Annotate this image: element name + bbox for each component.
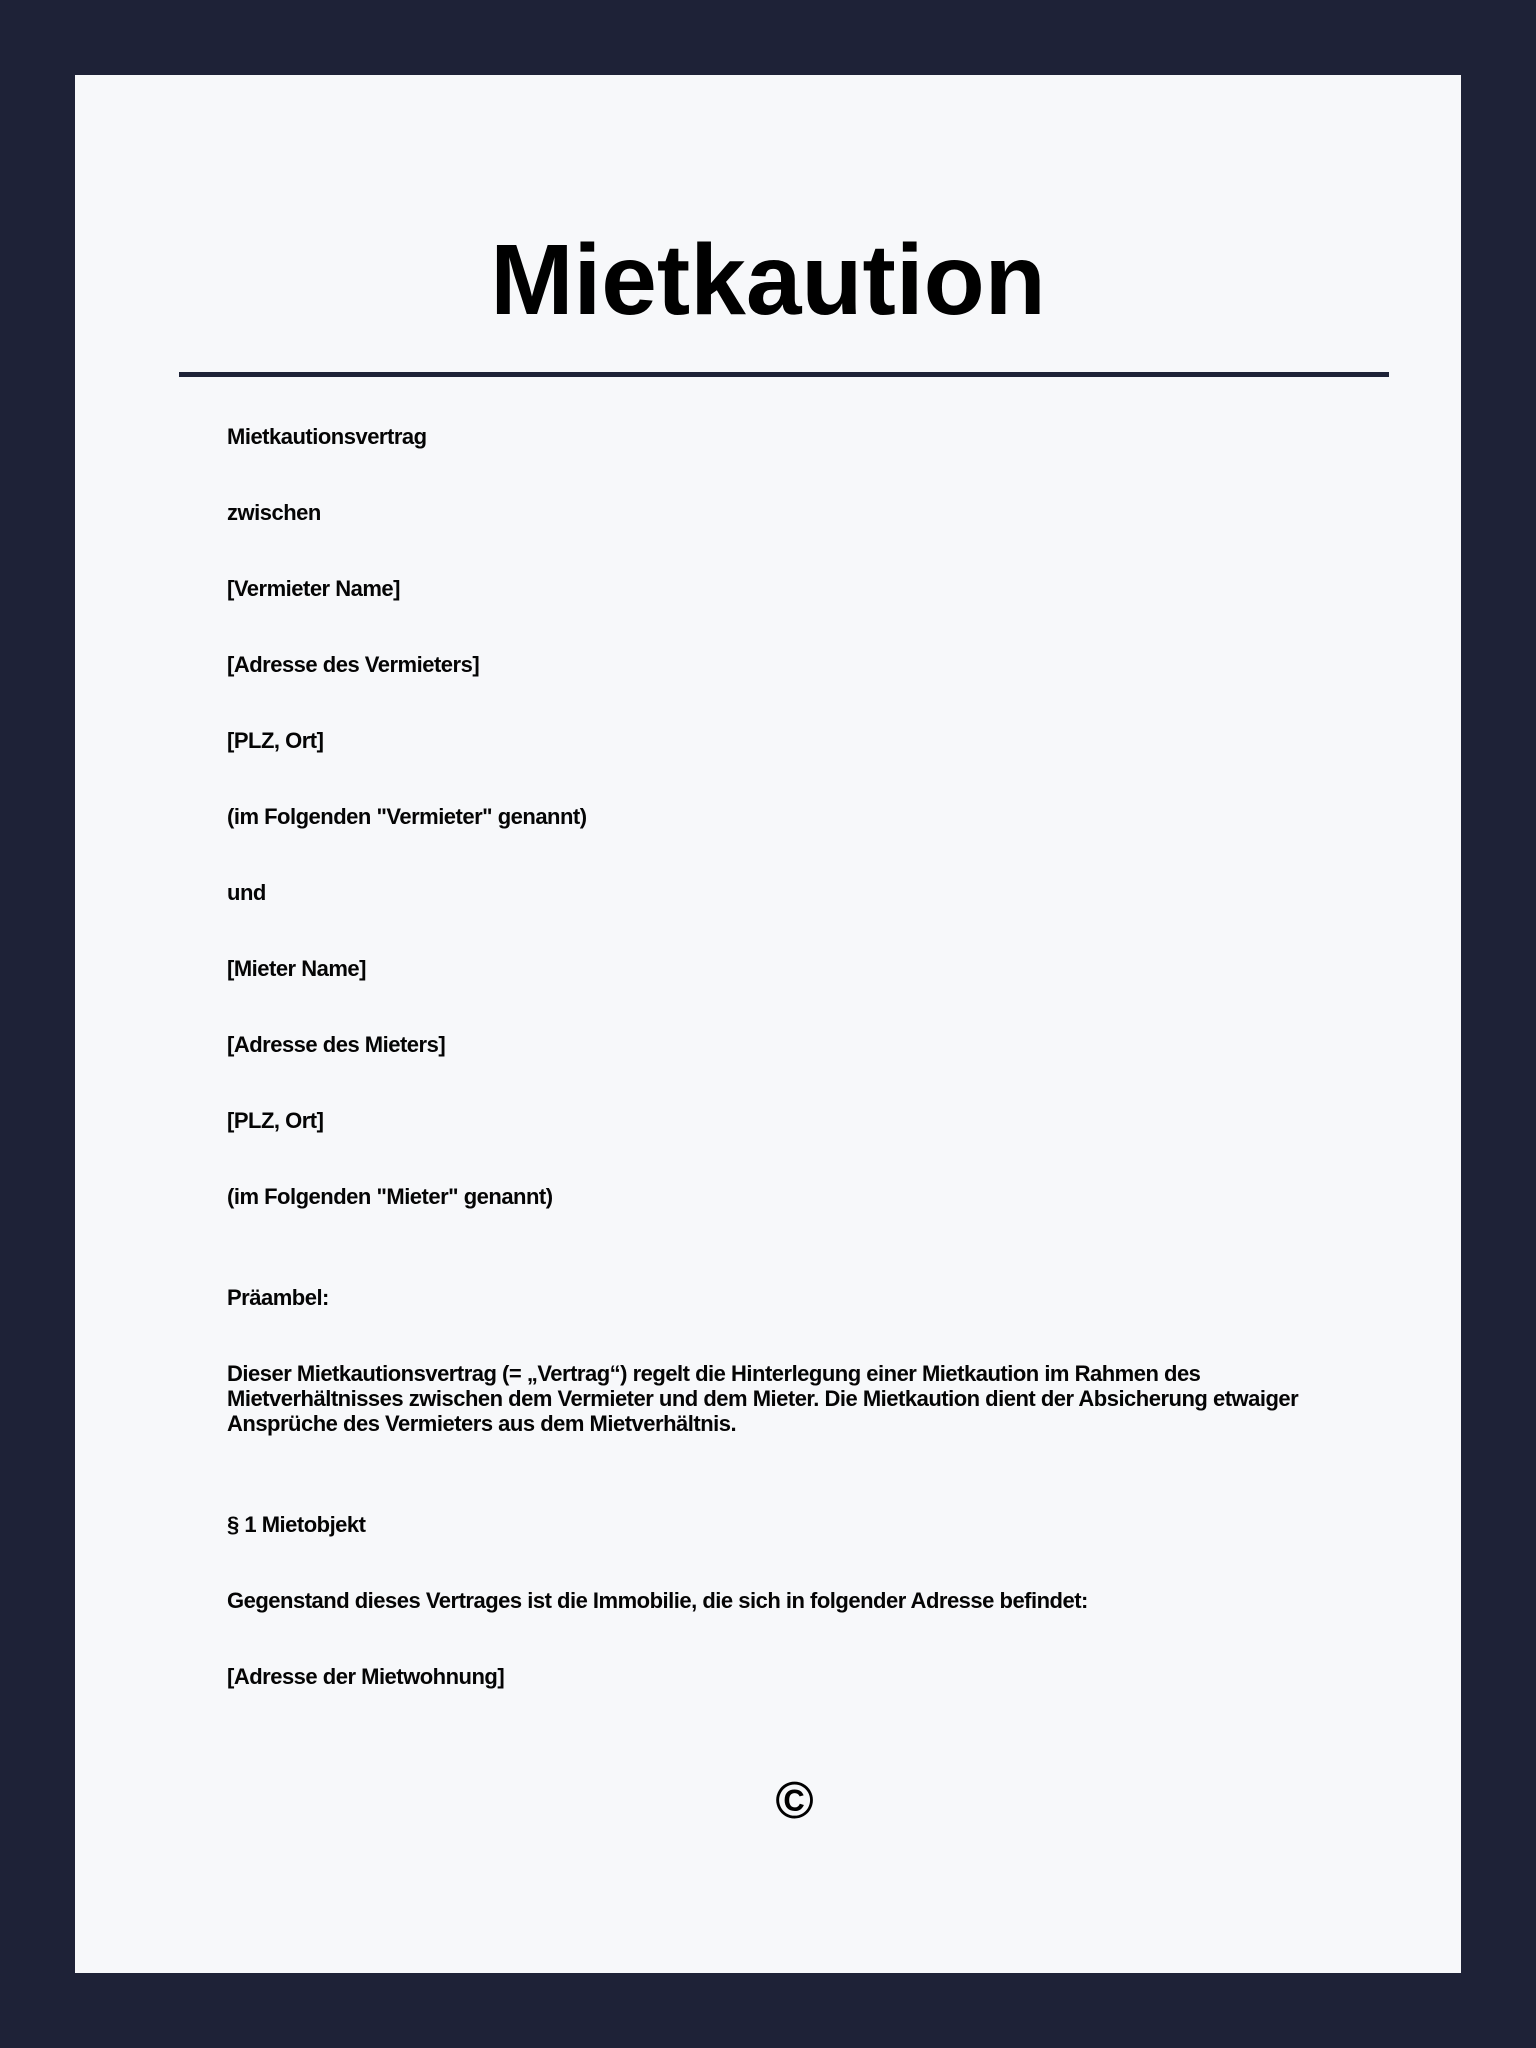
title-divider xyxy=(179,372,1389,377)
page-title: Mietkaution xyxy=(490,224,1046,336)
paragraph-landlord-name-placeholder: [Vermieter Name] xyxy=(227,576,400,601)
paragraph-contract-type: Mietkautionsvertrag xyxy=(227,424,427,449)
paragraph-tenant-name-placeholder: [Mieter Name] xyxy=(227,956,366,981)
paragraph-and: und xyxy=(227,880,266,905)
paragraph-mietobjekt-text: Gegenstand dieses Vertrages ist die Immobilie, die sich in folgender Adresse befindet: xyxy=(227,1588,1088,1613)
paragraph-tenant-address-placeholder: [Adresse des Mieters] xyxy=(227,1032,446,1057)
contract-page xyxy=(75,75,1461,1973)
paragraph-landlord-address-placeholder: [Adresse des Vermieters] xyxy=(227,652,480,677)
paragraph-landlord-designation: (im Folgenden "Vermieter" genannt) xyxy=(227,804,587,829)
copyright-icon: © xyxy=(775,1772,814,1830)
paragraph-praeambel-text: Dieser Mietkautionsvertrag (= „Vertrag“) regelt die Hinterlegung einer Mietkaution im Rahmen des Mietverhältnisses zwischen dem Vermieter und dem Mieter. Die Mietkaution dient der Absicherung etwaiger Ansprüche des Vermieters aus dem Mietverhältnis. xyxy=(227,1361,1299,1436)
paragraph-between: zwischen xyxy=(227,500,321,525)
contract-body xyxy=(75,424,1461,1830)
paragraph-tenant-designation: (im Folgenden "Mieter" genannt) xyxy=(227,1184,553,1209)
section-heading-praeambel: Präambel: xyxy=(227,1285,329,1310)
paragraph-rental-address-placeholder: [Adresse der Mietwohnung] xyxy=(227,1664,505,1689)
paragraph-landlord-city-placeholder: [PLZ, Ort] xyxy=(227,728,324,753)
paragraph-tenant-city-placeholder: [PLZ, Ort] xyxy=(227,1108,324,1133)
section-heading-mietobjekt: § 1 Mietobjekt xyxy=(227,1512,366,1537)
